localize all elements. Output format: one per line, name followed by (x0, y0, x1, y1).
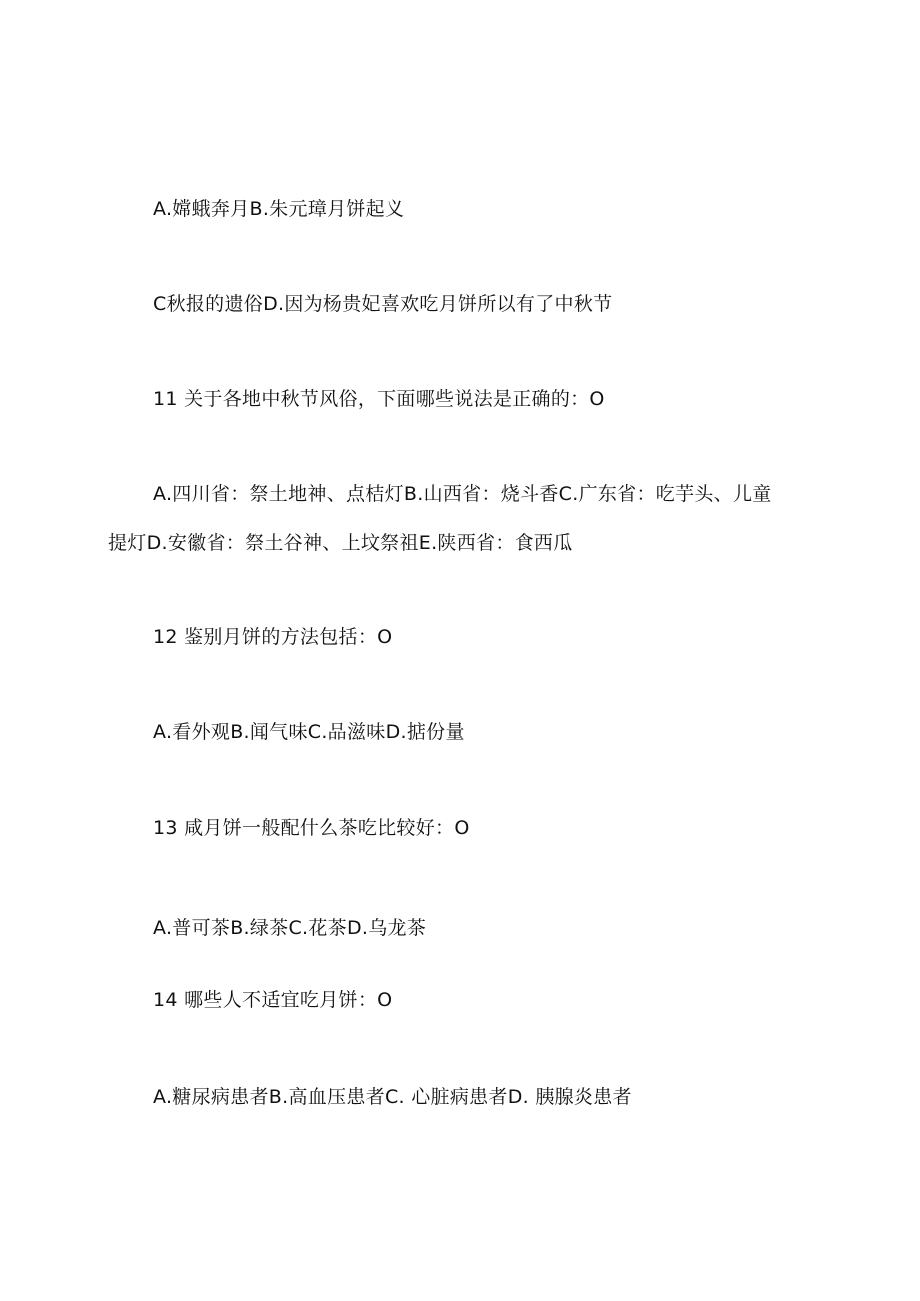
q11-options-line-2: 提灯D.安徽省：祭土谷神、上坟祭祖E.陕西省：食西瓜 (108, 532, 573, 554)
q14-options: A.糖尿病患者B.高血压患者C. 心脏病患者D. 胰腺炎患者 (153, 1086, 632, 1108)
question-11: 11 关于各地中秋节风俗，下面哪些说法是正确的：O (153, 388, 605, 410)
q12-options: A.看外观B.闻气味C.品滋味D.掂份量 (153, 721, 465, 743)
q10-options-cd: C秋报的遗俗D.因为杨贵妃喜欢吃月饼所以有了中秋节 (153, 293, 613, 315)
q10-options-ab: A.嫦蛾奔月B.朱元璋月饼起义 (153, 198, 405, 220)
question-12: 12 鉴别月饼的方法包括：O (153, 626, 393, 648)
question-14: 14 哪些人不适宜吃月饼：O (153, 989, 393, 1011)
question-13: 13 咸月饼一般配什么茶吃比较好：O (153, 817, 470, 839)
q13-options: A.普可茶B.绿茶C.花茶D.乌龙茶 (153, 917, 427, 939)
q11-options-line-1: A.四川省：祭土地神、点桔灯B.山西省：烧斗香C.广东省：吃芋头、儿童 (153, 483, 772, 505)
